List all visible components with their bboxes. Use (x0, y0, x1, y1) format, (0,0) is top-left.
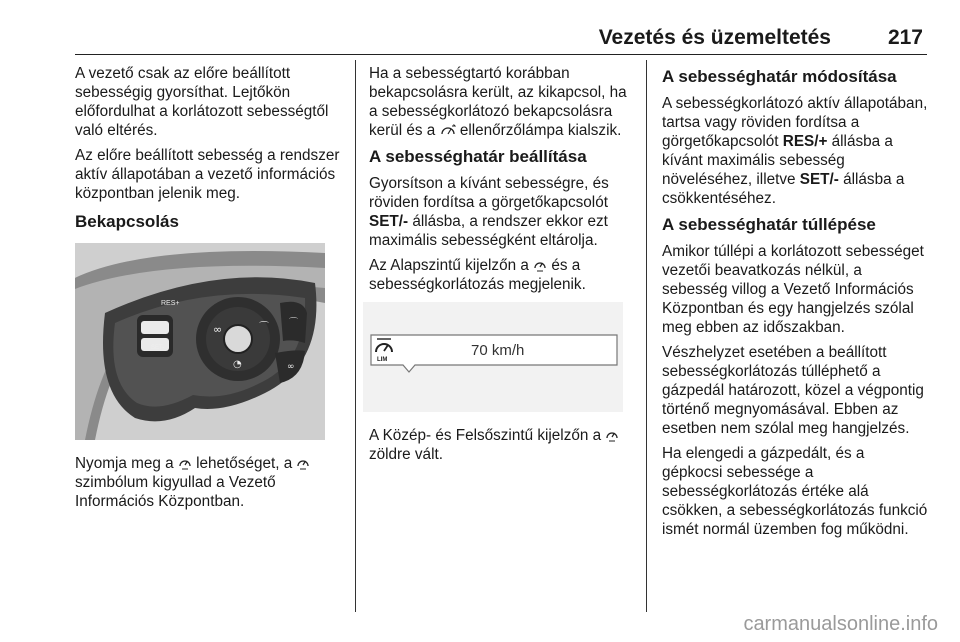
column-1 (75, 64, 347, 517)
paragraph: A Közép- és Felsőszintű kijelzőn a zöldre vált. (369, 426, 635, 464)
driver-info-display-figure (363, 302, 623, 412)
heading-tullepese: A sebességhatár túllépése (662, 215, 876, 234)
paragraph: A vezető csak az előre beállított sebességig gyorsíthat. Lejtőkön előfordulhat a korlátozott sebességtől való eltérés. (75, 65, 329, 139)
heading-beallitasa: A sebességhatár beállítása (369, 147, 587, 166)
svg-text:⌒: ⌒ (259, 322, 269, 333)
svg-text:⌒: ⌒ (289, 318, 299, 328)
section-title: Vezetés és üzemeltetés (598, 26, 831, 49)
cruise-control-icon (440, 124, 456, 137)
paragraph: Az előre beállított sebesség a rendszer aktív állapotában a vezető információs központban jelenik meg. (75, 147, 340, 202)
limit-speed-value: 70 km/h (471, 342, 525, 359)
paragraph: Vészhelyzet esetében a beállított sebességkorlátozás túlléphető a gázpedál határozott, közel a végpontig történő megnyomásával. Ebben az esetben nem szólal meg hangjelzés. (662, 344, 924, 437)
paragraph: Gyorsítson a kívánt sebességre, és röviden fordítsa a görgetőkapcsolót SET/- állásba, a rendszer ekkor ezt maximális sebességként eltárolja. (369, 175, 609, 249)
svg-text:LIM: LIM (377, 357, 388, 363)
page-header (75, 22, 927, 55)
svg-text:∞: ∞ (287, 362, 295, 372)
column-divider (646, 60, 647, 612)
speed-limiter-icon (178, 456, 192, 470)
page-number: 217 (887, 26, 923, 49)
paragraph: Ha a sebességtartó korábban bekapcsolásra került, az kikapcsol, ha a sebességkorlátozó bekapcsolásra kerül és a ellenőrzőlámpa kialszik. (369, 65, 627, 139)
column-2 (369, 64, 635, 470)
heading-bekapcsolas: Bekapcsolás (75, 212, 179, 231)
svg-text:◔: ◔ (233, 359, 242, 370)
heading-modositasa: A sebességhatár módosítása (662, 67, 897, 86)
column-3 (662, 64, 928, 545)
column-divider (355, 60, 356, 612)
watermark: carmanualsonline.info (743, 613, 938, 635)
paragraph: Ha elengedi a gázpedált, és a gépkocsi sebessége a sebességkorlátozás értéke alá csökken, a sebességkorlátozás funkció ismét normál üzemben fog működni. (662, 445, 928, 538)
speed-limiter-icon (605, 428, 619, 442)
paragraph: A sebességkorlátozó aktív állapotában, tartsa vagy röviden fordítsa a görgetőkapcsolót RES/+ állásba a kívánt maximális sebesség növeléséhez, illetve SET/- állásba a csökkentéséhez. (662, 95, 928, 207)
speed-limiter-icon (296, 456, 310, 470)
res-plus-label: RES+ (161, 300, 180, 307)
speed-limiter-icon (533, 258, 547, 272)
svg-text:∞: ∞ (213, 323, 223, 336)
set-minus-label: SET- (151, 345, 165, 351)
paragraph: Amikor túllépi a korlátozott sebességet vezetői beavatkozás nélkül, a sebesség villog a Vezető Információs Központban és egy hangjelzés szólal meg ebben az időszakban. (662, 243, 924, 336)
paragraph: Nyomja meg a lehetőséget, a szimbólum kigyullad a Vezető Információs Központban. (75, 454, 347, 511)
steering-wheel-controls-figure (75, 243, 325, 440)
paragraph: Az Alapszintű kijelzőn a és a sebességkorlátozás megjelenik. (369, 257, 586, 293)
